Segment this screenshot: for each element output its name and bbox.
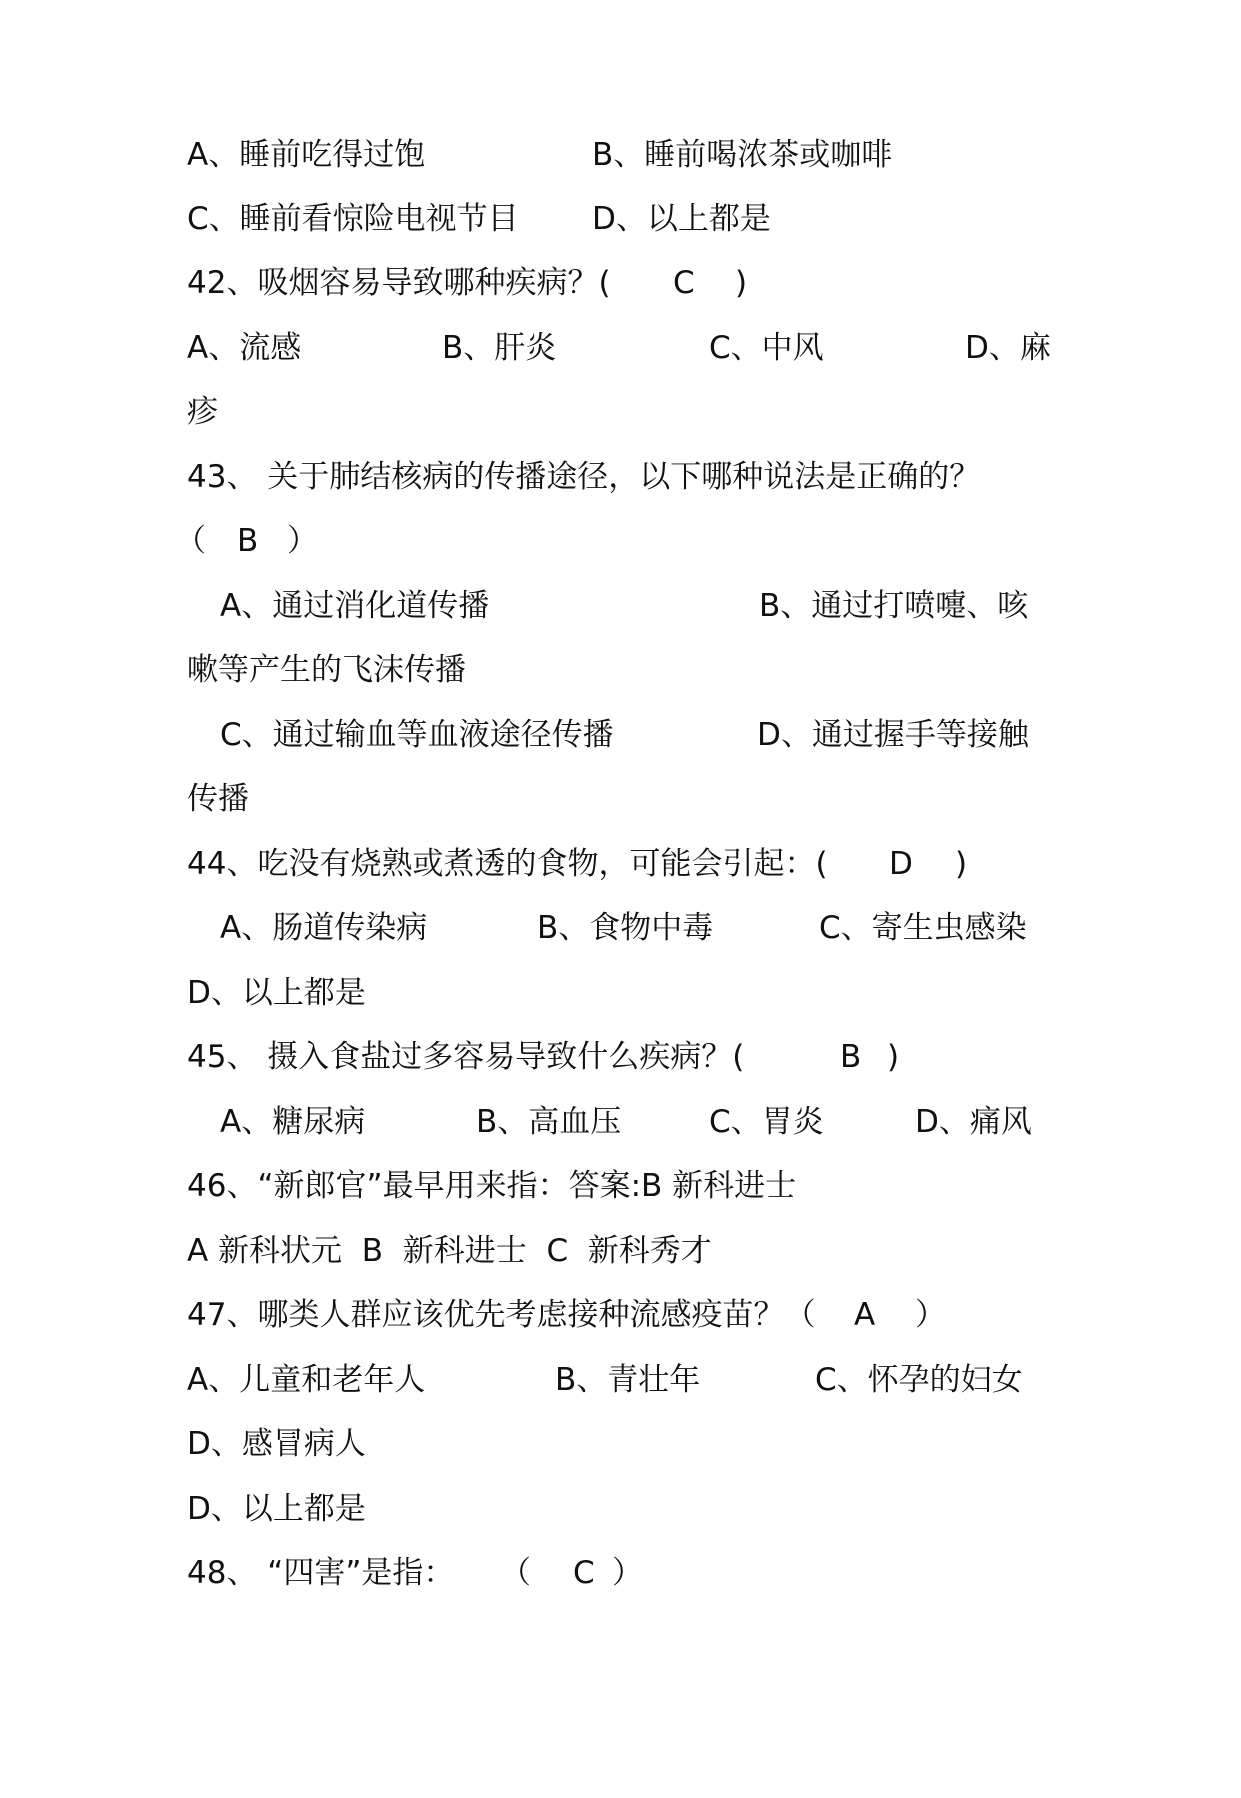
q47-extra-row (187, 1484, 366, 1534)
q43-options-row-1-wrap (187, 645, 466, 695)
q45-stem (187, 1032, 900, 1082)
q47-option-a: A、儿童和老年人 (187, 1362, 426, 1398)
q43-answer-line (175, 516, 318, 566)
q43-option-c: C、通过输血等血液途径传播 (220, 717, 614, 753)
q45-option-b: B、高血压 (476, 1104, 622, 1140)
q45-close-paren: ) (887, 1039, 900, 1075)
q44-option-b: B、食物中毒 (537, 910, 714, 946)
q47-extra-text: D、以上都是 (187, 1491, 366, 1527)
q44-option-d: D、以上都是 (187, 975, 366, 1011)
q43-answer: B (237, 523, 259, 559)
q44-options-row (187, 903, 1027, 953)
q47-options-row-2 (187, 1419, 366, 1469)
q44-option-a: A、肠道传染病 (220, 910, 428, 946)
q42-option-a: A、流感 (187, 330, 302, 366)
q47-option-c: C、怀孕的妇女 (815, 1362, 1023, 1398)
q43-option-d: D、通过握手等接触 (757, 717, 1029, 753)
q42-stem (187, 258, 748, 308)
q46-options-row (187, 1226, 712, 1276)
q45-answer: B (840, 1039, 862, 1075)
q43-option-b: B、通过打喷嚏、咳 (759, 588, 1029, 624)
q48-close-paren: ） (612, 1555, 643, 1591)
q44-options-row-2 (187, 968, 366, 1018)
q44-answer: D (889, 846, 913, 882)
q42-stem-text: 42、吸烟容易导致哪种疾病？( (187, 265, 611, 301)
q46-stem (187, 1161, 797, 1211)
q42-close-paren: ) (735, 265, 748, 301)
q45-stem-text: 45、 摄入食盐过多容易导致什么疾病？( (187, 1039, 745, 1075)
q42-option-d-wrap: 疹 (187, 394, 218, 430)
q43-stem-text: 43、 关于肺结核病的传播途径，以下哪种说法是正确的？ (187, 459, 981, 495)
q43-options-row-2-wrap (187, 774, 249, 824)
q42-option-d: D、麻 (965, 330, 1051, 366)
q46-options-text: A 新科状元 B 新科进士 C 新科秀才 (187, 1233, 712, 1269)
q47-answer: A (854, 1297, 876, 1333)
q46-stem-text: 46、“新郎官”最早用来指：答案:B 新科进士 (187, 1168, 797, 1204)
q43-stem (187, 452, 981, 502)
q43-options-row-1 (187, 581, 1029, 631)
q42-options-row (187, 323, 1051, 373)
q43-option-d-wrap: 传播 (187, 781, 249, 817)
q48-answer: C (573, 1555, 595, 1591)
q44-stem-text: 44、吃没有烧熟或煮透的食物，可能会引起：( (187, 846, 828, 882)
q42-options-wrap (187, 387, 218, 437)
q44-option-c: C、寄生虫感染 (819, 910, 1027, 946)
q45-option-d: D、痛风 (915, 1104, 1032, 1140)
q41-option-c: C、睡前看惊险电视节目 (187, 201, 519, 237)
q47-stem-text: 47、哪类人群应该优先考虑接种流感疫苗？（ (187, 1297, 816, 1333)
q41-options-row-2 (187, 194, 771, 244)
q43-open-paren: （ (175, 523, 206, 559)
q48-open-paren: （ (500, 1555, 531, 1591)
q43-option-b-wrap: 嗽等产生的飞沫传播 (187, 652, 466, 688)
q47-option-d: D、感冒病人 (187, 1426, 366, 1462)
q47-stem (187, 1290, 946, 1340)
q45-option-c: C、胃炎 (709, 1104, 824, 1140)
q47-option-b: B、青壮年 (555, 1362, 701, 1398)
q43-options-row-2 (187, 710, 1029, 760)
q43-close-paren: ） (287, 523, 318, 559)
q42-option-b: B、肝炎 (442, 330, 557, 366)
q45-options-row (187, 1097, 1032, 1147)
q48-stem-text: 48、 “四害”是指： (187, 1555, 455, 1591)
q41-option-b: B、睡前喝浓茶或咖啡 (592, 137, 893, 173)
q48-stem (187, 1548, 643, 1598)
q42-answer: C (673, 265, 695, 301)
q41-options-row-1 (187, 130, 893, 180)
q41-option-a: A、睡前吃得过饱 (187, 137, 426, 173)
q43-option-a: A、通过消化道传播 (220, 588, 490, 624)
q45-option-a: A、糖尿病 (220, 1104, 366, 1140)
q47-close-paren: ） (915, 1297, 946, 1333)
q41-option-d: D、以上都是 (592, 201, 771, 237)
q42-option-c: C、中风 (709, 330, 824, 366)
q44-close-paren: ) (955, 846, 968, 882)
q44-stem (187, 839, 968, 889)
q47-options-row (187, 1355, 1023, 1405)
